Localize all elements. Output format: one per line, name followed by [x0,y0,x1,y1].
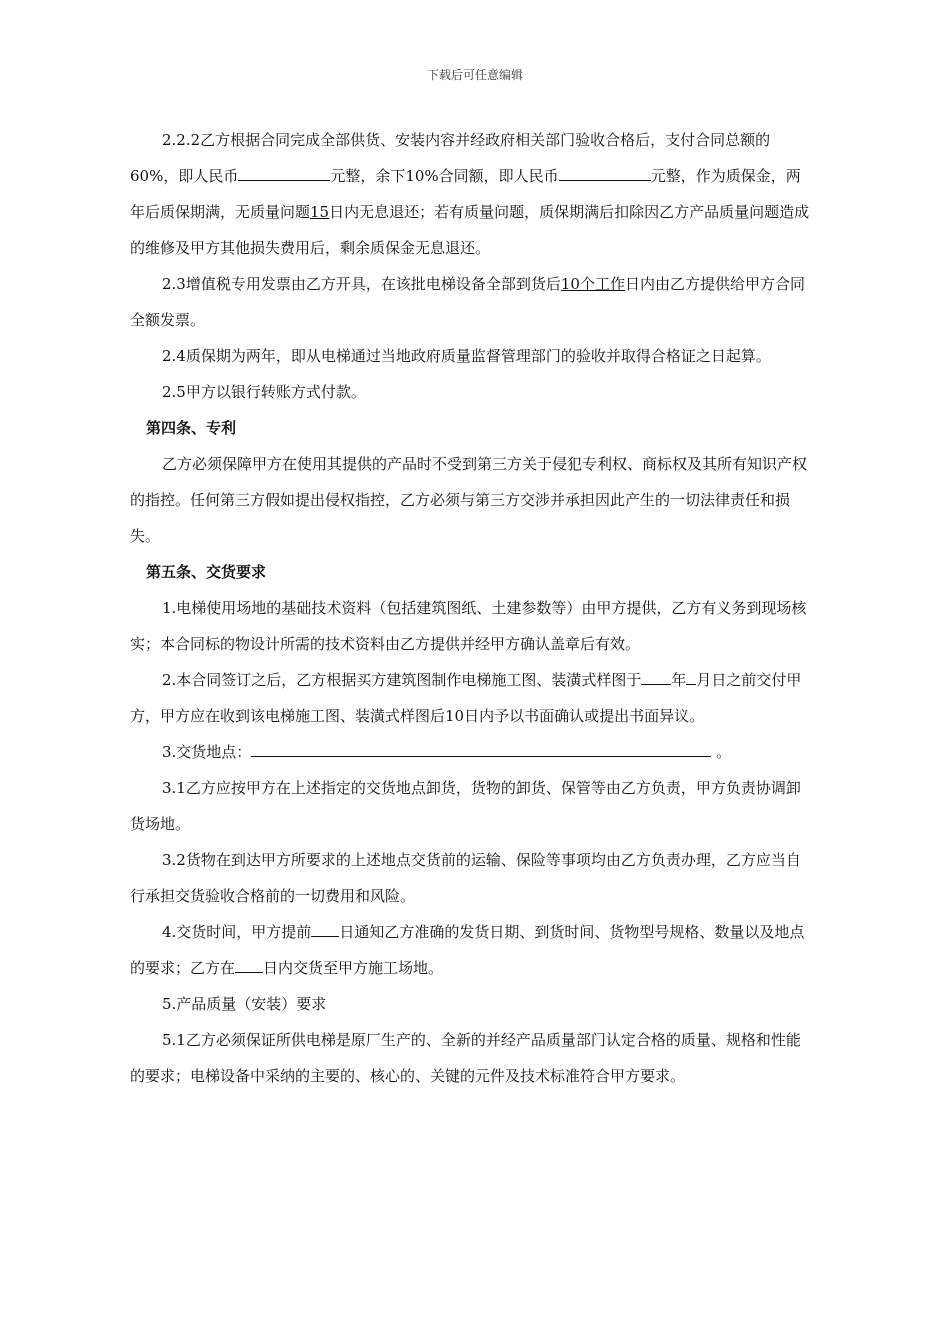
article-4-text: 乙方必须保障甲方在使用其提供的产品时不受到第三方关于侵犯专利权、商标权及其所有知识产权的指控。任何第三方假如提出侵权指控，乙方必须与第三方交涉并承担因此产生的一切法律责任和损失。 [130,455,808,545]
clause-text: 月日之前交付甲方，甲方应在收到该电梯施工图、装潢式样图后10日内予以书面确认或提出书面异议。 [130,671,802,725]
clause-text: 4.交货时间，甲方提前 [162,923,312,941]
clause-text: 日内无息退还；若有质量问题，质保期满后扣除因乙方产品质量问题造成的维修及甲方其他损失费用后，剩余质保金无息退还。 [130,203,810,257]
clause-2-2-2 [130,122,810,266]
clause-text: 。 [716,743,732,761]
article-5-heading: 第五条、交货要求 [146,563,267,581]
days-value: 15 [310,203,330,221]
month-blank [686,666,696,685]
working-days-value: 10个工作 [560,275,625,293]
clause-5-1: 1.电梯使用场地的基础技术资料（包括建筑图纸、土建参数等）由甲方提供，乙方有义务到现场核实；本合同标的物设计所需的技术资料由乙方提供并经甲方确认盖章后有效。 [130,599,807,653]
clause-text: 日内由乙方提供给甲方合同全额发票。 [130,275,805,329]
clause-5-3 [130,734,810,770]
page-header: 下载后可任意编辑 [426,68,523,82]
clause-2-3 [130,266,810,338]
article-4-heading: 第四条、专利 [146,419,237,437]
notice-days-blank [311,918,339,937]
clause-text: 元整，余下10%合同额，即人民币 [330,167,559,185]
clause-5-2 [130,662,810,734]
clause-5-5: 5.产品质量（安装）要求 [162,995,327,1013]
delivery-days-blank [235,954,263,973]
clause-text: 2.3增值税专用发票由乙方开具，在该批电梯设备全部到货后 [162,275,561,293]
clause-5-3-2: 3.2货物在到达甲方所要求的上述地点交货前的运输、保险等事项均由乙方负责办理，乙方应当自行承担交货验收合格前的一切费用和风险。 [130,851,801,905]
clause-text: 2.本合同签订之后，乙方根据买方建筑图制作电梯施工图、装潢式样图于 [162,671,642,689]
clause-text: 3.交货地点： [162,743,252,761]
clause-2-4: 2.4质保期为两年，即从电梯通过当地政府质量监督管理部门的验收并取得合格证之日起算。 [162,347,771,365]
clause-text: 元整，作为质保金，两年后质保期满，无质量问题 [130,167,801,221]
clause-5-3-1: 3.1乙方应按甲方在上述指定的交货地点卸货，货物的卸货、保管等由乙方负责，甲方负责协调卸货场地。 [130,779,801,833]
year-blank [641,666,671,685]
clause-5-4 [130,914,810,986]
document-body [130,122,810,1094]
delivery-location-blank [251,738,711,757]
clause-text: 日内交货至甲方施工场地。 [263,959,444,977]
clause-text: 2.2.2乙方根据合同完成全部供货、安装内容并经政府相关部门验收合格后，支付合同总额的60%，即人民币 [130,131,771,185]
clause-text: 年 [671,671,687,689]
amount-blank-2 [559,162,651,181]
clause-2-5: 2.5甲方以银行转账方式付款。 [162,383,366,401]
clause-5-5-1: 5.1乙方必须保证所供电梯是原厂生产的、全新的并经产品质量部门认定合格的质量、规格和性能的要求；电梯设备中采纳的主要的、核心的、关键的元件及技术标准符合甲方要求。 [130,1031,801,1085]
amount-blank-1 [238,162,330,181]
clause-text: 日通知乙方准确的发货日期、到货时间、货物型号规格、数量以及地点的要求；乙方在 [130,923,805,977]
